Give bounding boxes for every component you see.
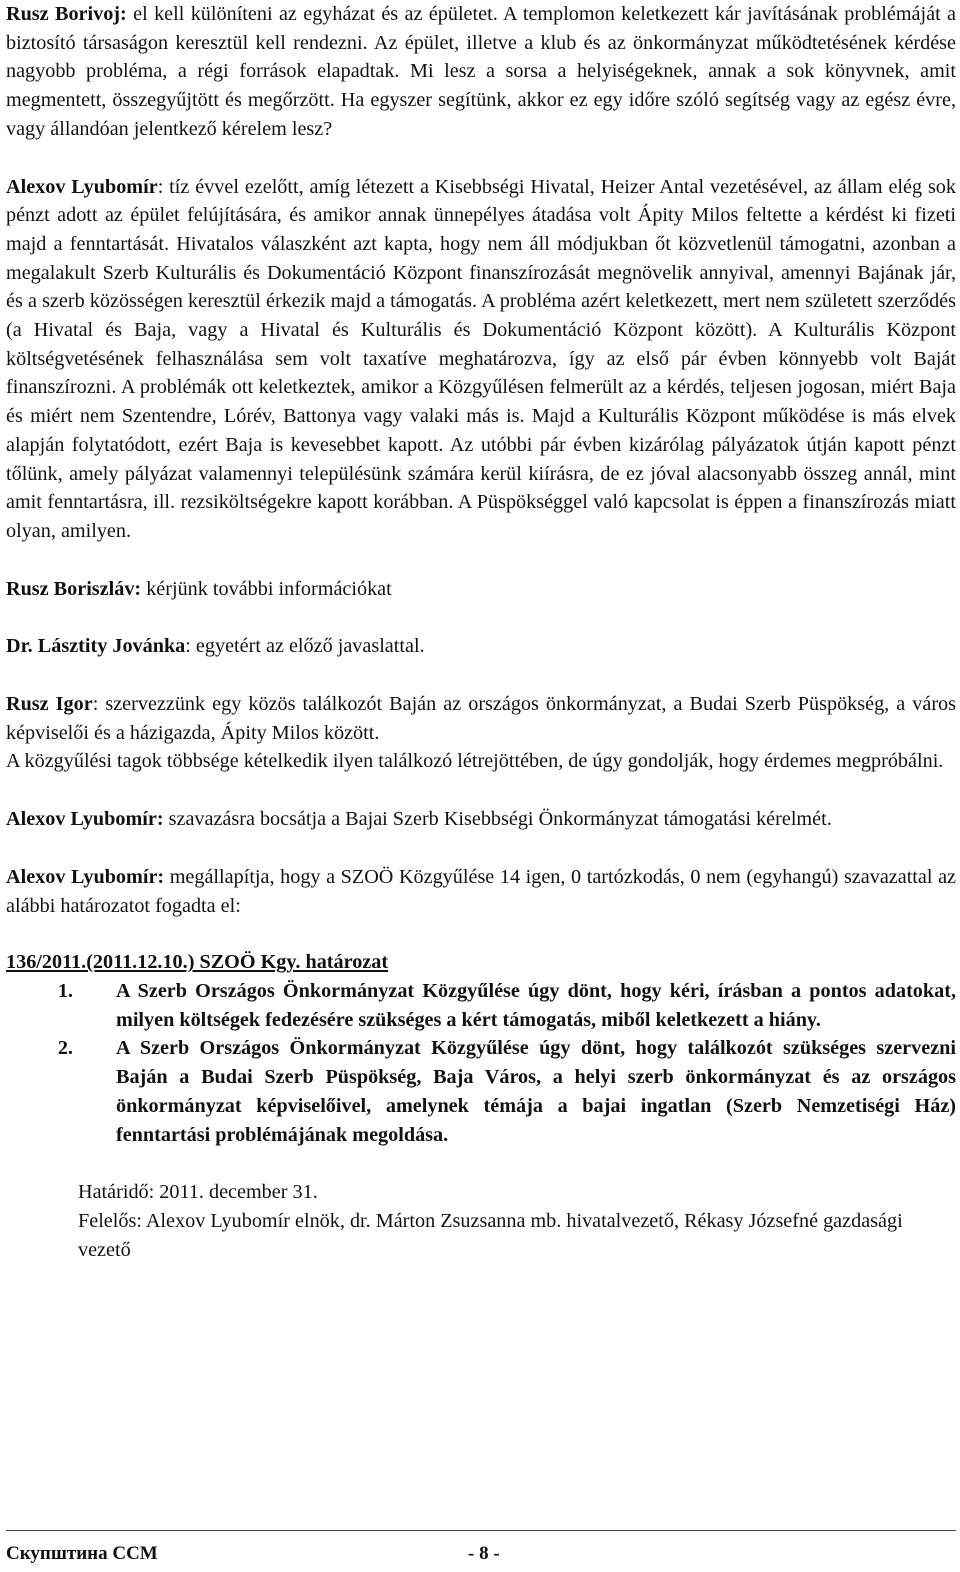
footer-rule	[6, 1530, 956, 1531]
resolution-item: 2. A Szerb Országos Önkormányzat Közgyűlése úgy dönt, hogy találkozót szükséges szervezni Baján a Budai Szerb Püspökség, Baja Város, a helyi szerb önkormányzat és az országos önkormányzat képviselőivel, amelynek témája a bajai ingatlan (Szerb Nemzetiségi Ház) fenntartási problémájának megoldása.	[78, 1034, 956, 1149]
resolution-list	[6, 977, 956, 1149]
paragraph-rusz-igor	[6, 690, 956, 747]
speaker-name: Rusz Boriszláv:	[6, 577, 142, 600]
speaker-name: Alexov Lyubomír	[6, 175, 158, 198]
speaker-name: Rusz Igor	[6, 693, 93, 716]
paragraph-text: : szervezzünk egy közös találkozót Baján az országos önkormányzat, a Budai Szerb Püspökség, a város képviselői és a házigazda, Ápity Milos között.	[6, 693, 956, 744]
speaker-name: Rusz Borivoj:	[6, 3, 127, 25]
page-number: - 8 -	[468, 1543, 500, 1564]
deadline-line: Határidő: 2011. december 31.	[78, 1181, 318, 1204]
paragraph-text: kérjünk további információkat	[141, 577, 392, 600]
paragraph-alexov-result	[6, 863, 956, 920]
paragraph-alexov-1	[6, 173, 956, 546]
paragraph-text: el kell különíteni az egyházat és az épületet. A templomon keletkezett kár javításának problémáját a biztosító társaságon keresztül kell rendezni. Az épület, illetve a klub és az önkormányzat működtetésének kérdése nagyobb probléma, a régi források elapadtak. Mi lesz a sorsa a helyiségeknek, annak a sok könyvnek, amit megmentett, összegyűjtött és megőrzött. Ha egyszer segítünk, akkor ez egy időre szóló segítség vagy az egész évre, vagy állandóan jelentkező kérelem lesz?	[6, 3, 957, 140]
resolution-title: 136/2011.(2011.12.10.) SZOÖ Kgy. határozat	[6, 951, 389, 974]
paragraph-text: : tíz évvel ezelőtt, amíg létezett a Kisebbségi Hivatal, Heizer Antal vezetésével, az állam elég sok pénzt adott az épület felújítására, és amikor annak ünnepélyes átadása volt Ápity Milos feltette a kérdést ki fizeti majd a fenntartását. Hivatalos válaszként azt kapta, hogy nem áll módjukban őt közvetlenül támogatni, azonban a megalakult Szerb Kulturális és Dokumentáció Központ finanszírozását megnövelik annyival, amennyi Bajának jár, és a szerb közösségen keresztül érkezik majd a támogatás. A probléma azért keletkezett, mert nem született szerződés (a Hivatal és Baja, vagy a Hivatal és Kulturális és Dokumentáció Központ között). A Kulturális Központ költségvetésének felhasználása sem volt taxatíve meghatározva, így az első pár évben könnyebb volt Baját finanszírozni. A problémák ott keletkeztek, amikor a Közgyűlésen felmerült az a kérdés, teljesen jogosan, miért Baja és miért nem Szentendre, Lórév, Battonya vagy valaki más is. Majd a Kulturális Központ működése is más elvek alapján folytatódott, ezért Baja is kevesebbet kapott. Az utóbbi pár évben kizárólag pályázatok útján kapott pénzt tőlünk, amely pályázat valamennyi településünk számára kerül kiírásra, de ez jóval alacsonyabb összeg annál, mint amit fenntartásra, ill. rezsiköltségekre kapott korábban. A Püspökséggel való kapcsolat is éppen a finanszírozás miatt olyan, amilyen.	[6, 175, 956, 542]
footer-assembly-name: Скупштина ССМ	[6, 1543, 158, 1564]
paragraph-text: megállapítja, hogy a SZOÖ Közgyűlése 14 igen, 0 tartózkodás, 0 nem (egyhangú) szavazattal az alábbi határozatot fogadta el:	[6, 865, 956, 917]
paragraph-text: : egyetért az előző javaslattal.	[185, 635, 425, 658]
speaker-name: Dr. Lásztity Jovánka	[6, 635, 186, 658]
responsible-line: Felelős: Alexov Lyubomír elnök, dr. Márton Zsuzsanna mb. hivatalvezető, Rékasy Józsefné gazdasági vezető	[78, 1209, 903, 1261]
paragraph-rusz-boriszlav	[6, 575, 956, 604]
document-page	[6, 0, 956, 1572]
paragraph-lasztity	[6, 632, 956, 661]
paragraph-text: szavazásra bocsátja a Bajai Szerb Kisebbségi Önkormányzat támogatási kérelmét.	[163, 808, 832, 831]
speaker-name: Alexov Lyubomír:	[6, 808, 164, 831]
paragraph-members-doubt: A közgyűlési tagok többsége kételkedik ilyen találkozó létrejöttében, de úgy gondolják, hogy érdemes megpróbálni.	[6, 750, 944, 773]
resolution-item: 1. A Szerb Országos Önkormányzat Közgyűlése úgy dönt, hogy kéri, írásban a pontos adatokat, milyen költségek fedezésére szükséges a kért támogatás, miből keletkezett a hiány.	[78, 977, 956, 1034]
paragraph-rusz-borivoj	[6, 0, 956, 144]
paragraph-alexov-vote	[6, 805, 956, 834]
speaker-name: Alexov Lyubomír:	[6, 865, 165, 888]
